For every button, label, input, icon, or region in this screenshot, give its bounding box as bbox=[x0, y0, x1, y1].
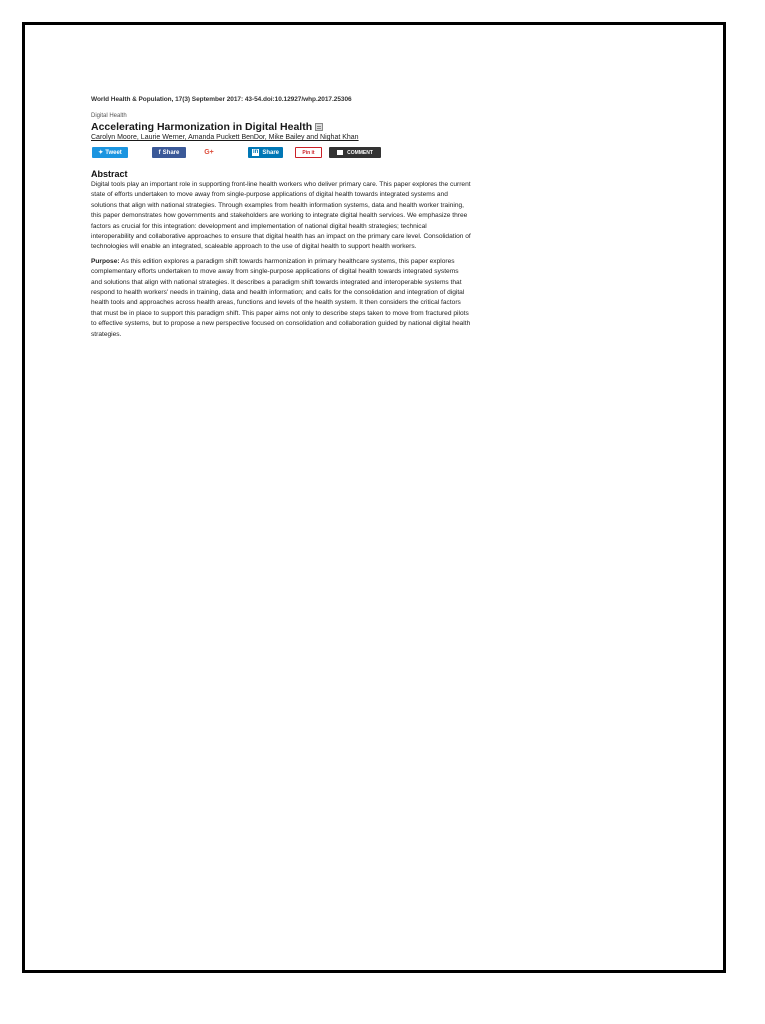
facebook-icon: f bbox=[158, 149, 161, 156]
abstract-paragraph: Digital tools play an important role in supporting front-line health workers who deliver primary care. This paper explores the current state of efforts undertaken to move away from single-purpose applications of digital health towards integrated systems and solutions that align with national strategies. Through examples from health information systems, data and health worker training, this paper demonstrates how governments and stakeholders are working to integrate digital health services. We emphasize three factors as crucial for this integration: development and implementation of national digital health strategies; technical interoperability and collaborative approaches to ensure that digital health has an impact on the primary care level. Consolidation of technologies will enable an integrated, scaleable approach to the use of digital health to support health workers. bbox=[91, 181, 471, 251]
share-bar bbox=[91, 147, 471, 160]
google-plus-button[interactable] bbox=[201, 147, 217, 158]
tweet-button[interactable] bbox=[92, 147, 128, 158]
purpose-label: Purpose: bbox=[91, 257, 120, 265]
facebook-share-label: Share bbox=[162, 149, 180, 156]
title-row bbox=[91, 121, 471, 133]
article-content bbox=[91, 96, 471, 340]
twitter-icon: ✦ bbox=[98, 150, 104, 156]
tweet-label: Tweet bbox=[105, 149, 122, 156]
section-label: Digital Health bbox=[91, 113, 127, 119]
pdf-icon[interactable] bbox=[315, 123, 323, 131]
pinterest-label: Pin it bbox=[302, 149, 315, 156]
google-plus-icon: G+ bbox=[204, 149, 214, 156]
abstract-heading: Abstract bbox=[91, 169, 128, 179]
comment-icon bbox=[337, 150, 343, 155]
authors-link[interactable]: Carolyn Moore, Laurie Werner, Amanda Puckett BenDor, Mike Bailey and Nighat Khan bbox=[91, 134, 359, 141]
linkedin-share-button[interactable] bbox=[248, 147, 283, 158]
linkedin-icon: in bbox=[252, 149, 259, 155]
pinterest-button[interactable] bbox=[295, 147, 322, 158]
comment-label: COMMENT bbox=[347, 149, 373, 156]
facebook-share-button[interactable] bbox=[152, 147, 186, 158]
comment-button[interactable] bbox=[329, 147, 381, 158]
linkedin-share-label: Share bbox=[262, 149, 280, 156]
citation-line: World Health & Population, 17(3) September 2017: 43-54.doi:10.12927/whp.2017.25306 bbox=[91, 96, 352, 103]
purpose-paragraph bbox=[91, 257, 471, 340]
purpose-text: As this edition explores a paradigm shift towards harmonization in primary healthcare systems, this paper explores complementary efforts undertaken to move away from single-purpose applications of digital health towards integrated systems and solutions that align with national strategies. It describes a paradigm shift towards integrated and interoperable systems that respond to health workers' needs in training, data and health information; and calls for the consolidation and integration of digital health tools and approaches across health areas, functions and levels of the health system. It then considers the critical factors that must be in place to support this paradigm shift. This paper aims not only to describe steps taken to move from fractured pilots to effective systems, but to propose a new perspective focused on consolidation and collaboration guided by national digital health strategies. bbox=[91, 257, 471, 338]
article-title: Accelerating Harmonization in Digital Health bbox=[91, 121, 313, 133]
